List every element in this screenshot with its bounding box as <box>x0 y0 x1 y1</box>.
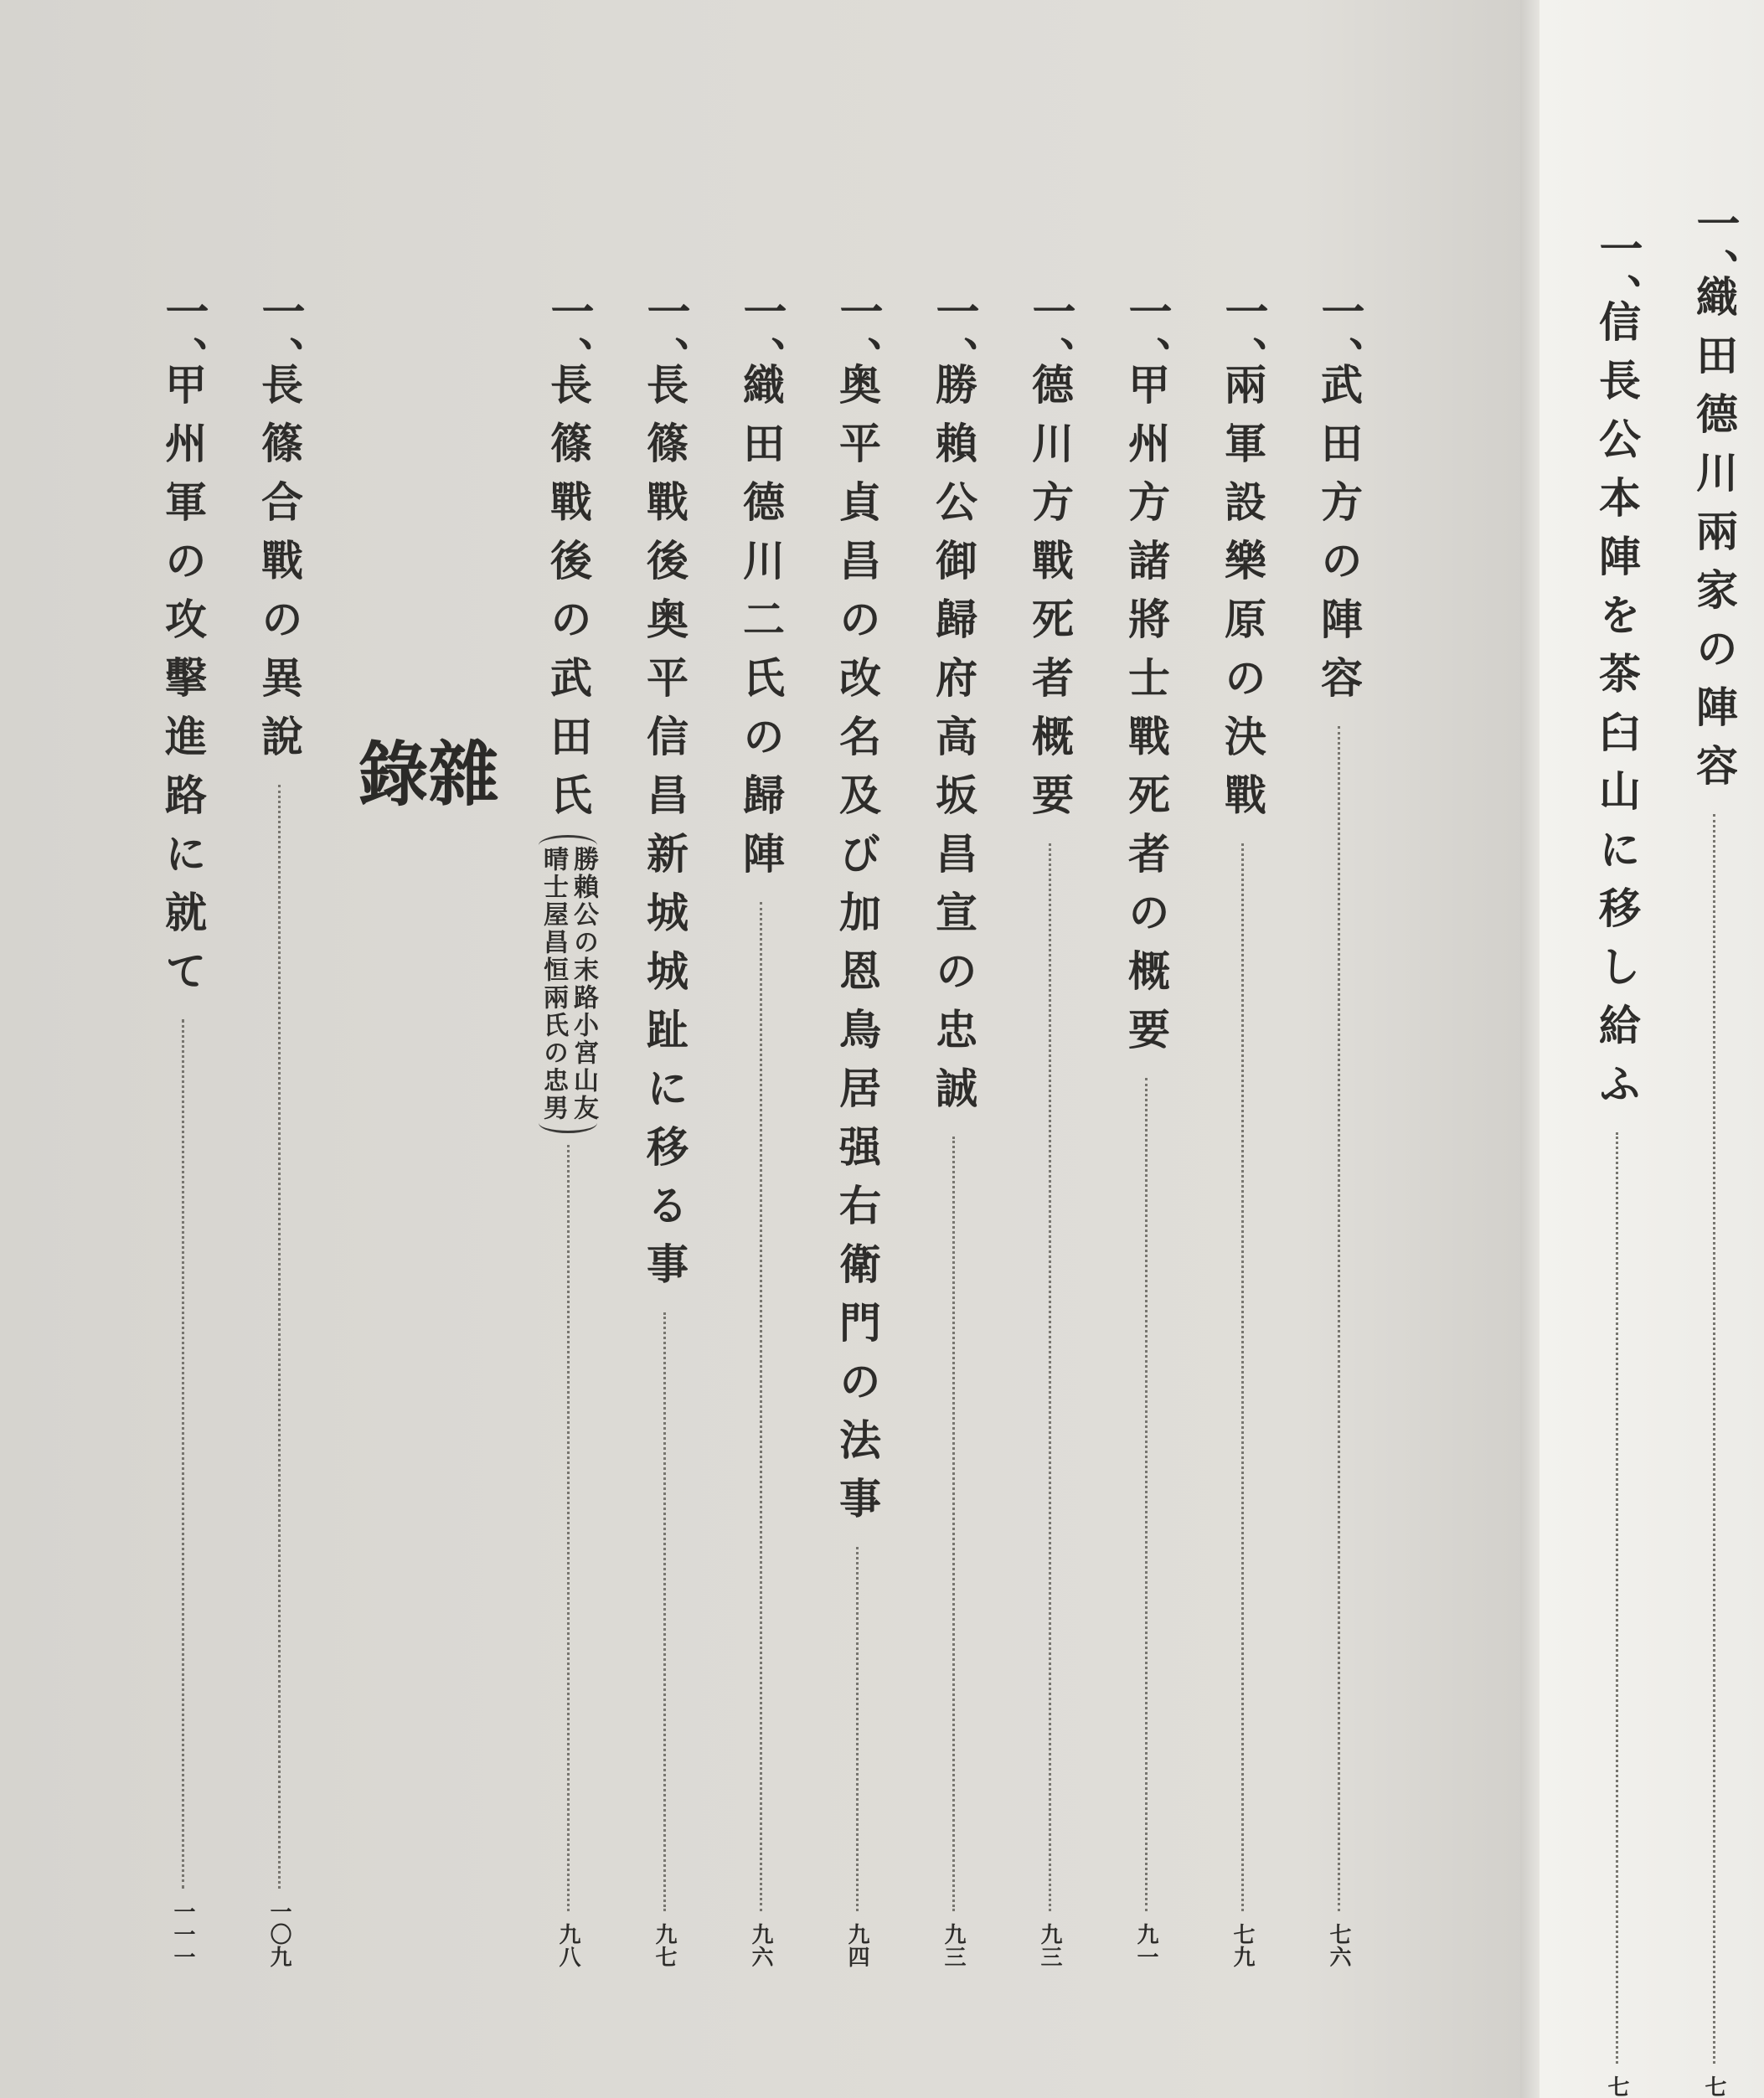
entry-title: 長篠戰後奥平信昌新城城趾に移る事 <box>640 363 689 1301</box>
entry-page-number: 七 <box>1701 2075 1726 2098</box>
dot-leader <box>952 1137 955 1911</box>
dot-leader <box>856 1547 859 1911</box>
entry-marker: 一、 <box>1591 226 1643 320</box>
entry-marker: 一、 <box>1689 201 1740 295</box>
dot-leader <box>567 1145 570 1911</box>
entry-title: 長篠戰後の武田氏 <box>544 363 593 832</box>
dot-leader <box>760 902 762 1911</box>
toc-entry <box>1209 289 1276 1968</box>
dot-leader <box>182 1019 184 1889</box>
toc-entry <box>1680 201 1747 2098</box>
dot-leader <box>1145 1078 1148 1911</box>
entry-page-number: 七 <box>1604 2075 1629 2098</box>
toc-entry <box>245 289 312 1968</box>
toc-entry <box>149 289 216 1968</box>
toc-entry <box>1305 289 1372 1968</box>
dot-leader <box>278 785 281 1889</box>
entry-title: 甲州軍の攻擊進路に就て <box>158 363 208 1008</box>
entry-title: 武田方の陣容 <box>1314 363 1364 714</box>
entry-title: 奥平貞昌の改名及び加恩鳥居强右衛門の法事 <box>833 363 882 1535</box>
entry-marker: 一、 <box>543 289 594 383</box>
entry-title: 兩軍設樂原の決戰 <box>1218 363 1267 832</box>
entry-subnote <box>539 835 597 1133</box>
dot-leader <box>663 1312 666 1911</box>
entry-title: 甲州方諸將士戰死者の概要 <box>1122 363 1171 1066</box>
entry-page-number: 七六 <box>1326 1923 1351 1968</box>
dot-leader <box>1049 843 1051 1911</box>
entry-marker: 一、 <box>1313 289 1364 383</box>
entry-page-number: 九八 <box>555 1923 580 1968</box>
subnote-line: 晴士屋昌恒兩氏の忠男 <box>539 846 568 1122</box>
entry-page-number: 九四 <box>844 1923 869 1968</box>
dot-leader <box>1338 726 1340 1911</box>
entry-title: 德川方戰死者概要 <box>1025 363 1075 832</box>
entry-marker: 一、 <box>639 289 690 383</box>
section-heading-text: 雜 錄 <box>347 737 500 1079</box>
toc-entry <box>1112 289 1179 1968</box>
entry-title: 信長公本陣を茶臼山に移し給ふ <box>1592 300 1642 1121</box>
entry-page-number: 一〇九 <box>266 1900 291 1968</box>
entry-title: 勝賴公御歸府高坂昌宣の忠誠 <box>929 363 978 1125</box>
entry-page-number: 七九 <box>1230 1923 1255 1968</box>
toc-entry <box>920 289 987 1968</box>
toc-entry <box>823 289 890 1968</box>
entry-marker: 一、 <box>735 289 787 383</box>
entry-marker: 一、 <box>928 289 979 383</box>
toc-entry <box>534 289 601 1968</box>
toc-entry <box>727 289 794 1968</box>
subnote-line: 勝賴公の末路小宮山友 <box>569 846 598 1122</box>
section-heading <box>347 737 500 1114</box>
entry-marker: 一、 <box>1024 289 1075 383</box>
toc-entry <box>631 289 698 1968</box>
dot-leader <box>1616 1132 1618 2064</box>
toc-entry <box>1016 289 1083 1968</box>
dot-leader <box>1713 814 1715 2064</box>
entry-page-number: 九七 <box>652 1923 677 1968</box>
entry-page-number: 九六 <box>748 1923 773 1968</box>
toc-entry <box>1583 226 1650 2098</box>
entry-title: 織田德川兩家の陣容 <box>1689 275 1739 802</box>
entry-title: 織田德川二氏の歸陣 <box>736 363 786 890</box>
entry-page-number: 九一 <box>1133 1923 1158 1968</box>
entry-marker: 一、 <box>832 289 883 383</box>
entry-marker: 一、 <box>1121 289 1172 383</box>
entry-marker: 一、 <box>1217 289 1268 383</box>
entry-page-number: 九三 <box>941 1923 966 1968</box>
entry-marker: 一、 <box>254 289 305 383</box>
entry-title: 長篠合戰の異說 <box>255 363 304 773</box>
dot-leader <box>1241 843 1244 1911</box>
entry-page-number: 一一一 <box>170 1900 195 1968</box>
entry-marker: 一、 <box>157 289 209 383</box>
entry-page-number: 九三 <box>1037 1923 1062 1968</box>
